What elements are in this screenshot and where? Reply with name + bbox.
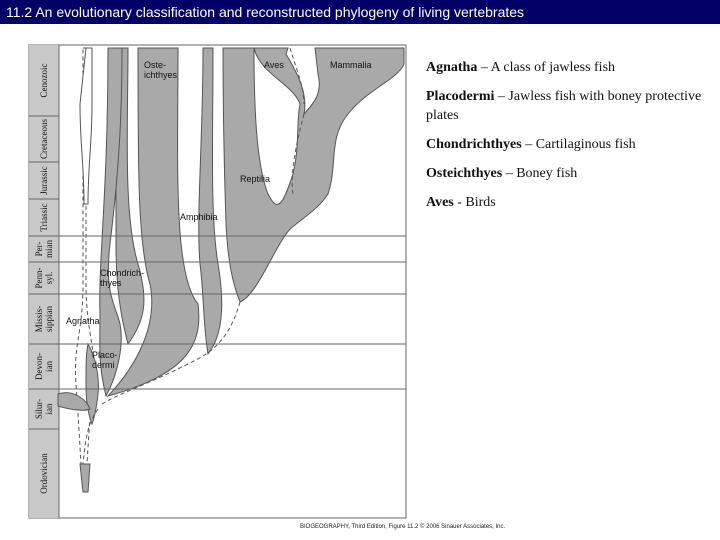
definition-separator: – bbox=[502, 166, 517, 181]
lineage-label-mammalia: Mammalia bbox=[330, 60, 372, 70]
lineage-label-agnatha: Agnatha bbox=[66, 316, 100, 326]
period-label-cretaceous: Cretaceous bbox=[39, 119, 49, 159]
definition-term: Aves bbox=[426, 195, 454, 210]
phylogeny-diagram bbox=[28, 44, 408, 520]
definition-term: Agnatha bbox=[426, 60, 478, 75]
lineage-label-chondrichthyes: Chondrich-thyes bbox=[100, 268, 145, 288]
definition-osteichthyes bbox=[426, 164, 716, 183]
phylogeny-figure bbox=[28, 44, 408, 520]
definition-desc: A class of jawless fish bbox=[490, 60, 616, 75]
period-label-permian: Per-mian bbox=[34, 240, 54, 258]
definition-desc: Birds bbox=[465, 195, 496, 210]
definition-term: Osteichthyes bbox=[426, 166, 503, 181]
period-label-silurian: Silur-ian bbox=[34, 398, 54, 420]
figure-credit: BIOGEOGRAPHY, Third Edition, Figure 11.2 © 2006 Sinauer Associates, Inc. bbox=[300, 524, 506, 530]
lineage-label-placodermi: Placo-dermi bbox=[92, 350, 118, 370]
definition-placodermi bbox=[426, 87, 716, 125]
period-label-pennsylvanian: Penn-syl. bbox=[34, 267, 54, 289]
definition-desc: Cartilaginous fish bbox=[535, 137, 636, 152]
lineage-label-reptilia: Reptilia bbox=[240, 174, 271, 184]
definition-agnatha bbox=[426, 58, 716, 77]
period-label-ordovician: Ordovician bbox=[39, 453, 49, 494]
lineage-agnatha-modern bbox=[80, 48, 92, 204]
period-label-triassic: Triassic bbox=[39, 203, 49, 232]
period-label-cenozoic: Cenozoic bbox=[39, 63, 49, 98]
lineage-label-osteichthyes: Oste-ichthyes bbox=[144, 60, 178, 80]
definition-separator: – bbox=[494, 89, 509, 104]
definition-separator: - bbox=[453, 195, 466, 210]
definition-term: Chondrichthyes bbox=[426, 137, 522, 152]
slide-title: 11.2 An evolutionary classification and reconstructed phylogeny of living vertebrates bbox=[6, 4, 525, 20]
period-label-mississippian: Missis-sippian bbox=[34, 305, 54, 333]
definition-chondrichthyes bbox=[426, 135, 716, 154]
definition-separator: – bbox=[521, 137, 536, 152]
lineage-silurian-root bbox=[58, 393, 90, 411]
definition-aves bbox=[426, 193, 716, 212]
definition-term: Placodermi bbox=[426, 89, 495, 104]
definition-separator: – bbox=[477, 60, 491, 75]
definition-desc: Boney fish bbox=[516, 166, 578, 181]
definitions-list bbox=[426, 58, 716, 222]
lineage-label-amphibia: Amphibia bbox=[180, 212, 218, 222]
lineage-amphibia bbox=[199, 48, 222, 354]
period-label-jurassic: Jurassic bbox=[39, 166, 49, 195]
title-bar bbox=[0, 0, 720, 24]
definition-desc: Jawless fish with boney protective plates bbox=[426, 89, 702, 123]
lineage-agnatha-base bbox=[80, 464, 90, 492]
period-label-devonian: Devon-ian bbox=[34, 353, 54, 380]
lineage-label-aves: Aves bbox=[264, 60, 284, 70]
